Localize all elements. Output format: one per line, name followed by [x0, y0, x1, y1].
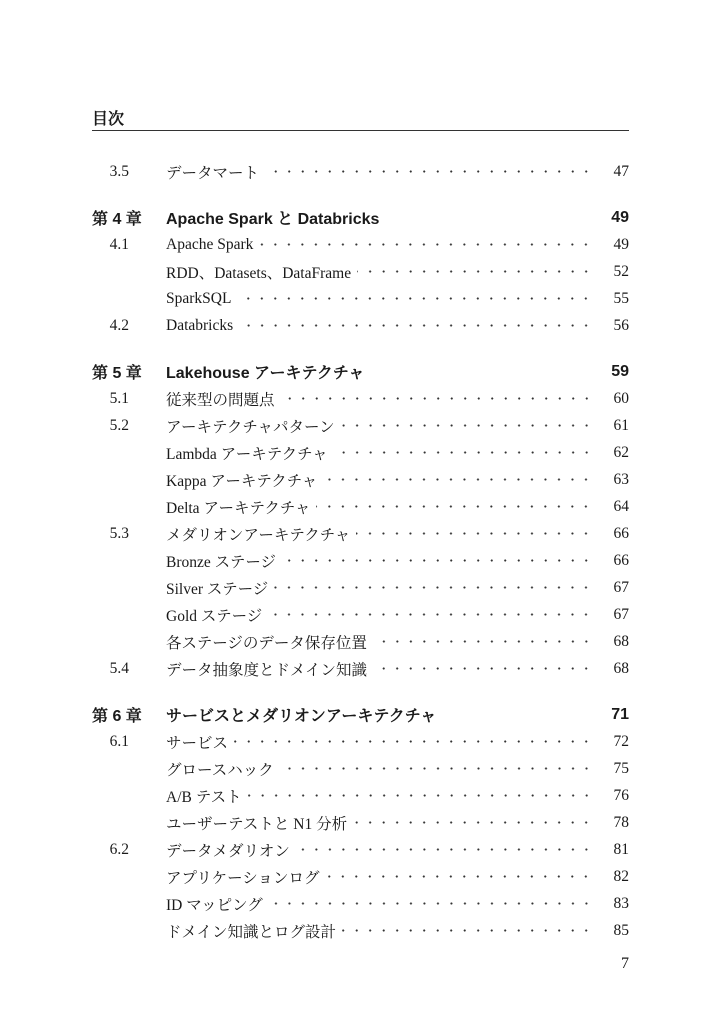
dot-leader	[281, 385, 597, 412]
entry-page: 49	[613, 235, 629, 253]
entry-page: 75	[613, 759, 629, 777]
entry-title: ID マッピング	[166, 896, 263, 914]
entry-page: 60	[613, 389, 629, 407]
chapter-title: Apache Spark と Databricks	[166, 211, 380, 228]
entry-title: グロースハック	[166, 761, 274, 779]
toc-section[interactable]	[92, 836, 629, 863]
chapter-number: 第 6 章	[92, 708, 142, 725]
entry-title: アーキテクチャパターン	[166, 418, 335, 436]
entry-page: 63	[613, 470, 629, 488]
dot-leader	[325, 863, 597, 890]
toc-subsection[interactable]	[92, 285, 629, 312]
entry-title: Silver ステージ	[166, 580, 269, 598]
section-number: 5.1	[109, 389, 129, 407]
chapter-number: 第 4 章	[92, 211, 142, 228]
chapter-number: 第 5 章	[92, 365, 142, 382]
entry-page: 61	[613, 416, 629, 434]
dot-leader	[268, 601, 597, 628]
page-number: 7	[621, 955, 629, 972]
entry-page: 52	[613, 262, 629, 280]
entry-page: 56	[613, 316, 629, 334]
entry-page: 81	[613, 840, 629, 858]
entry-page: 82	[613, 867, 629, 885]
dot-leader	[373, 655, 597, 682]
toc-heading: 目次	[92, 109, 125, 128]
dot-leader	[373, 628, 597, 655]
entry-title: ドメイン知識とログ設計	[166, 923, 337, 941]
entry-title: Gold ステージ	[166, 607, 263, 625]
section-number: 3.5	[109, 162, 129, 180]
dot-leader	[239, 312, 597, 339]
entry-page: 66	[613, 551, 629, 569]
dot-leader	[280, 755, 597, 782]
entry-title: Databricks	[166, 316, 234, 334]
toc-section[interactable]	[92, 520, 629, 547]
entry-page: 66	[613, 524, 629, 542]
entry-title: 従来型の問題点	[166, 391, 275, 409]
dot-leader	[341, 412, 597, 439]
entry-page: 62	[613, 443, 629, 461]
entry-title: アプリケーションログ	[166, 869, 320, 887]
toc-section[interactable]	[92, 412, 629, 439]
toc-section[interactable]	[92, 158, 629, 185]
toc-subsection[interactable]	[92, 917, 629, 944]
dot-leader	[269, 890, 597, 917]
table-of-contents	[92, 158, 629, 944]
section-number: 6.1	[109, 732, 129, 750]
section-number: 6.2	[109, 840, 129, 858]
toc-subsection[interactable]	[92, 755, 629, 782]
dot-leader	[357, 258, 597, 285]
toc-section[interactable]	[92, 231, 629, 258]
toc-subsection[interactable]	[92, 601, 629, 628]
entry-page: 72	[613, 732, 629, 750]
entry-title: Kappa アーキテクチャ	[166, 472, 318, 490]
toc-subsection[interactable]	[92, 782, 629, 809]
toc-chapter[interactable]	[92, 204, 629, 231]
entry-title: データメダリオン	[166, 842, 290, 860]
entry-title: ユーザーテストと N1 分析	[166, 815, 348, 833]
entry-title: メダリオンアーキテクチャ	[166, 526, 351, 544]
toc-header	[92, 106, 629, 131]
toc-subsection[interactable]	[92, 439, 629, 466]
toc-section[interactable]	[92, 655, 629, 682]
entry-page: 68	[613, 659, 629, 677]
entry-page: 68	[613, 632, 629, 650]
entry-page: 83	[613, 894, 629, 912]
dot-leader	[237, 285, 597, 312]
entry-title: RDD、Datasets、DataFrame	[166, 264, 352, 282]
chapter-page: 59	[611, 362, 629, 380]
chapter-page: 71	[611, 705, 629, 723]
toc-section[interactable]	[92, 728, 629, 755]
entry-title: Bronze ステージ	[166, 553, 277, 571]
dot-leader	[274, 574, 597, 601]
dot-leader	[296, 836, 597, 863]
section-number: 5.3	[109, 524, 129, 542]
section-number: 5.2	[109, 416, 129, 434]
toc-section[interactable]	[92, 385, 629, 412]
entry-page: 67	[613, 578, 629, 596]
entry-title: データマート	[166, 164, 260, 182]
entry-title: サービス	[166, 734, 229, 752]
entry-title: 各ステージのデータ保存位置	[166, 634, 367, 652]
dot-leader	[356, 520, 597, 547]
section-number: 4.1	[109, 235, 129, 253]
entry-title: データ抽象度とドメイン知識	[166, 661, 368, 679]
chapter-title: Lakehouse アーキテクチャ	[166, 365, 365, 382]
toc-section[interactable]	[92, 312, 629, 339]
dot-leader	[334, 439, 597, 466]
dot-leader	[342, 917, 597, 944]
section-number: 5.4	[109, 659, 129, 677]
entry-page: 85	[613, 921, 629, 939]
entry-page: 47	[613, 162, 629, 180]
toc-subsection[interactable]	[92, 863, 629, 890]
toc-subsection[interactable]	[92, 547, 629, 574]
toc-subsection[interactable]	[92, 466, 629, 493]
chapter-page: 49	[611, 208, 629, 226]
entry-title: A/B テスト	[166, 788, 242, 806]
toc-subsection[interactable]	[92, 890, 629, 917]
toc-subsection[interactable]	[92, 493, 629, 520]
entry-title: SparkSQL	[166, 289, 232, 307]
dot-leader	[353, 809, 597, 836]
toc-subsection[interactable]	[92, 258, 629, 285]
entry-page: 64	[613, 497, 629, 515]
toc-chapter[interactable]	[92, 358, 629, 385]
entry-page: 67	[613, 605, 629, 623]
entry-title: Apache Spark	[166, 235, 254, 253]
dot-leader	[234, 728, 597, 755]
toc-subsection[interactable]	[92, 809, 629, 836]
dot-leader	[316, 493, 597, 520]
entry-page: 55	[613, 289, 629, 307]
dot-leader	[282, 547, 597, 574]
toc-subsection[interactable]	[92, 628, 629, 655]
entry-page: 78	[613, 813, 629, 831]
dot-leader	[323, 466, 597, 493]
dot-leader	[265, 158, 597, 185]
entry-page: 76	[613, 786, 629, 804]
dot-leader	[248, 782, 597, 809]
section-number: 4.2	[109, 316, 129, 334]
chapter-title: サービスとメダリオンアーキテクチャ	[166, 708, 437, 725]
entry-title: Delta アーキテクチャ	[166, 499, 311, 517]
entry-title: Lambda アーキテクチャ	[166, 445, 328, 463]
toc-subsection[interactable]	[92, 574, 629, 601]
dot-leader	[259, 231, 597, 258]
toc-chapter[interactable]	[92, 701, 629, 728]
